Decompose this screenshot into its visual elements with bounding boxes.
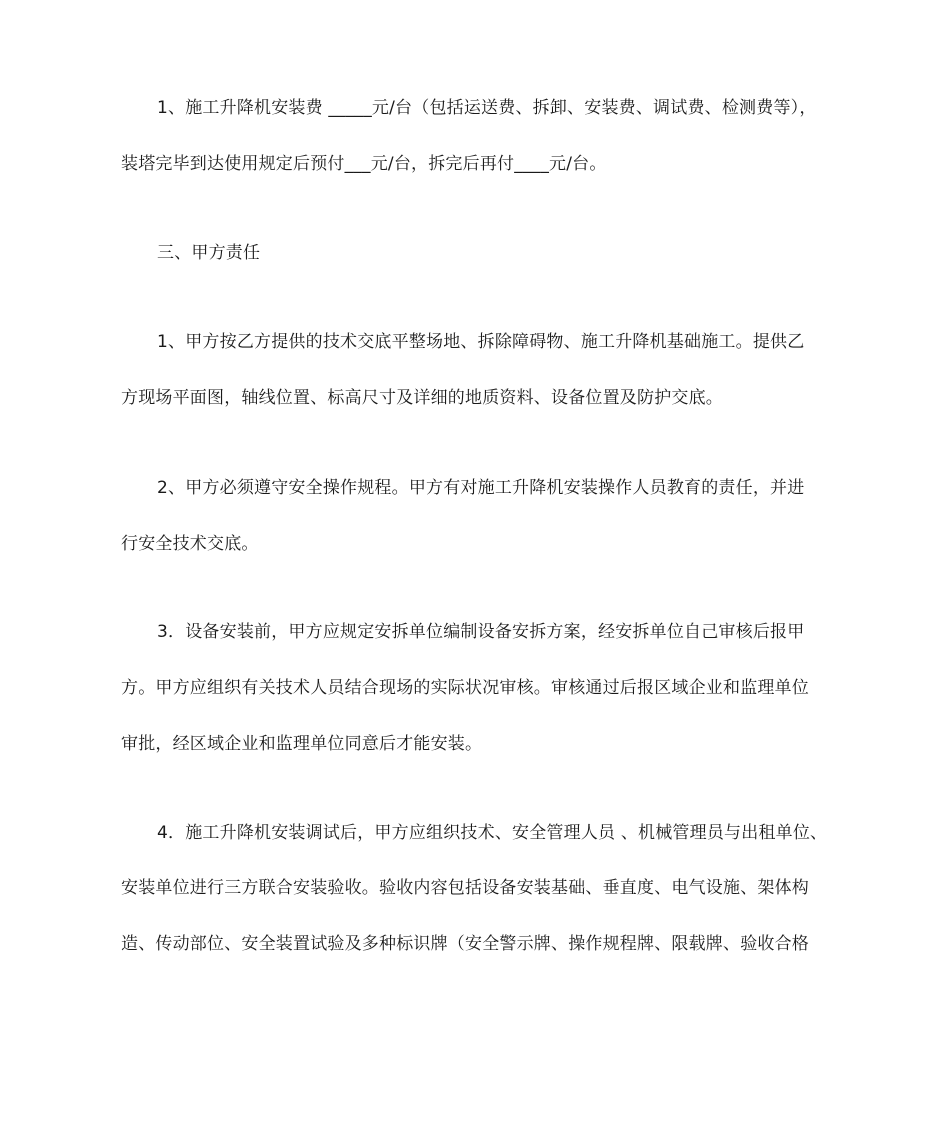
clause-2-line-1: 2、甲方必须遵守安全操作规程。甲方有对施工升降机安装操作人员教育的责任，并进	[157, 478, 805, 498]
section-heading: 三、甲方责任	[157, 243, 261, 263]
clause-4-line-3: 造、传动部位、安全装置试验及多种标识牌（安全警示牌、操作规程牌、限载牌、验收合格	[121, 934, 809, 954]
fee-clause-line-1: 1、施工升降机安装费 _____元/台（包括运送费、拆卸、安装费、调试费、检测费等），	[157, 98, 817, 118]
clause-1-line-1: 1、甲方按乙方提供的技术交底平整场地、拆除障碍物、施工升降机基础施工。提供乙	[157, 332, 805, 352]
clause-4-line-2: 安装单位进行三方联合安装验收。验收内容包括设备安装基础、垂直度、电气设施、架体构	[121, 878, 809, 898]
clause-3-line-1: 3．设备安装前，甲方应规定安拆单位编制设备安拆方案，经安拆单位自己审核后报甲	[157, 622, 805, 642]
clause-2-line-2: 行安全技术交底。	[121, 534, 259, 554]
clause-3-line-2: 方。甲方应组织有关技术人员结合现场的实际状况审核。审核通过后报区域企业和监理单位	[121, 678, 809, 698]
clause-4-line-1: 4．施工升降机安装调试后，甲方应组织技术、安全管理人员 、机械管理员与出租单位、	[157, 823, 828, 843]
fee-clause-line-2: 装塔完毕到达使用规定后预付___元/台，拆完后再付____元/台。	[121, 154, 607, 174]
clause-3-line-3: 审批，经区域企业和监理单位同意后才能安装。	[121, 734, 483, 754]
clause-1-line-2: 方现场平面图，轴线位置、标高尺寸及详细的地质资料、设备位置及防护交底。	[121, 388, 723, 408]
